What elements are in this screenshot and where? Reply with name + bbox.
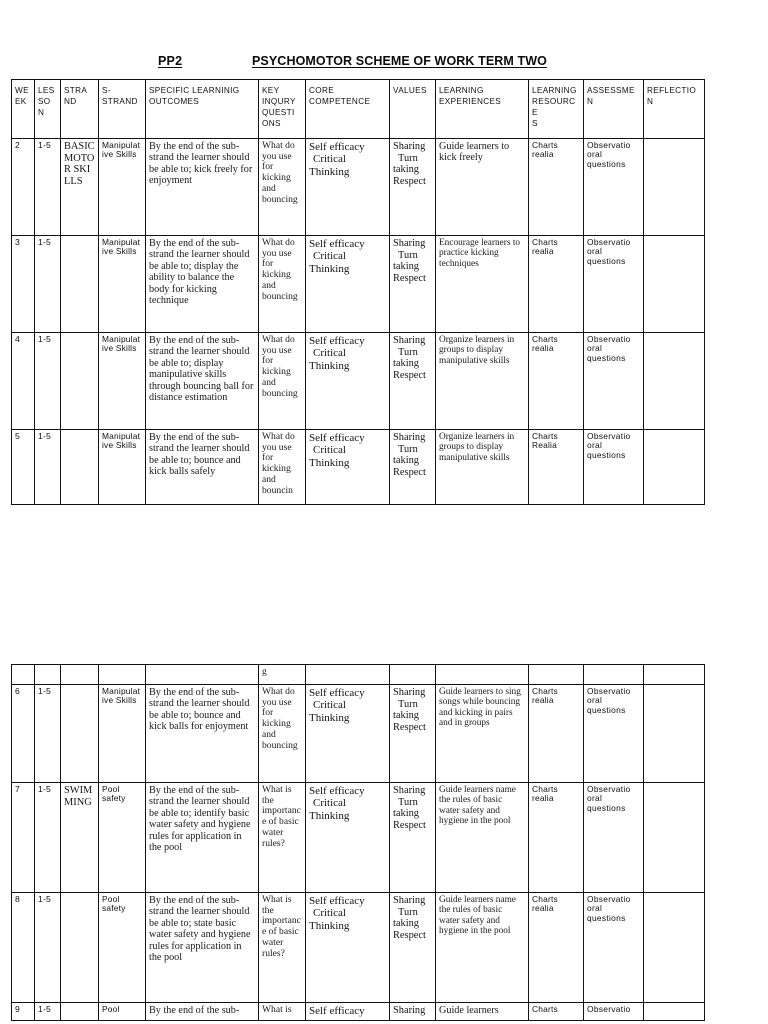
value-line: Respect [393, 369, 426, 381]
cell-lesson: 1-5 [35, 236, 61, 333]
cell-strand [61, 665, 99, 685]
cell-assessment: Observatio oral questions [584, 430, 644, 505]
header-line: COMPETENCE [309, 97, 371, 107]
header-line: EXPERIENCES [439, 97, 502, 107]
header-line: OUTCOMES [149, 97, 200, 107]
cell-learning-resources: Charts realia [529, 236, 584, 333]
core-competence-line: Critical [313, 444, 346, 457]
cell-week: 9 [12, 1003, 35, 1021]
value-line: taking [393, 261, 419, 273]
cell-learning-resources: Charts realia [529, 893, 584, 1003]
core-competence-line: Critical [313, 699, 346, 712]
cell-key-inquiry-questions: g [259, 665, 306, 685]
cell-strand: SWIMMING [61, 783, 99, 893]
core-competence-line: Self efficacy [309, 432, 365, 444]
cell-reflection [644, 685, 705, 783]
value-line: Turn [398, 249, 418, 261]
core-competence-line: Self efficacy [309, 141, 365, 153]
cell-learning-resources: Charts realia [529, 139, 584, 236]
value-line: taking [393, 455, 419, 467]
cell-learning-resources: Charts realia [529, 333, 584, 430]
core-competence-line: Self efficacy [309, 687, 365, 699]
header-line: S [532, 119, 538, 129]
core-competence-line: Thinking [309, 809, 350, 822]
cell-strand [61, 333, 99, 430]
cell-week: 5 [12, 430, 35, 505]
cell-week: 6 [12, 685, 35, 783]
header-line: LEARNING [532, 86, 577, 95]
cell-specific-learning-outcomes: By the end of the sub-strand the learner should be able to; state basic water safety and hygiene rules for application in the pool [146, 893, 259, 1003]
cell-lesson: 1-5 [35, 1003, 61, 1021]
scheme-table-page-two [11, 664, 705, 1021]
core-competence-line: Critical [313, 797, 346, 810]
core-competence-line: Thinking [309, 919, 350, 932]
cell-learning-experiences: Organize learners in groups to display manipulative skills [436, 333, 529, 430]
cell-week: 3 [12, 236, 35, 333]
cell-strand [61, 685, 99, 783]
cell-lesson: 1-5 [35, 893, 61, 1003]
cell-values [390, 665, 436, 685]
table-row [12, 333, 705, 430]
value-line: Turn [398, 443, 418, 455]
cell-values [390, 430, 436, 505]
cell-specific-learning-outcomes: By the end of the sub-strand the learner should be able to; bounce and kick balls for enjoyment [146, 685, 259, 783]
cell-assessment [584, 665, 644, 685]
cell-reflection [644, 783, 705, 893]
header-line: N [38, 108, 45, 118]
core-competence-line: Thinking [309, 711, 350, 724]
cell-assessment: Observatio oral questions [584, 333, 644, 430]
document-title-row [0, 54, 768, 74]
cell-assessment: Observatio oral questions [584, 236, 644, 333]
cell-key-inquiry-questions: What is the importance of basic water rules? [259, 783, 306, 893]
col-header-reflection [644, 80, 705, 139]
cell-lesson: 1-5 [35, 139, 61, 236]
col-header-learning-experiences [436, 80, 529, 139]
cell-lesson: 1-5 [35, 430, 61, 505]
value-line: Sharing [393, 687, 426, 698]
cell-specific-learning-outcomes: By the end of the sub-strand the learner should be able to; display the ability to balance the body for kicking technique [146, 236, 259, 333]
page-title: PSYCHOMOTOR SCHEME OF WORK TERM TWO [252, 54, 547, 68]
table-row [12, 139, 705, 236]
header-line: ND [64, 97, 77, 107]
value-line: Turn [398, 152, 418, 164]
col-header-values [390, 80, 436, 139]
core-competence-line: Thinking [309, 262, 350, 275]
header-line: STRA [64, 86, 88, 95]
cell-key-inquiry-questions: What do you use for kicking and bouncing [259, 333, 306, 430]
core-competence-line: Self efficacy [309, 895, 365, 907]
header-line: WE [15, 86, 29, 95]
cell-sub-strand: Manipulative Skills [99, 139, 146, 236]
cell-assessment: Observatio oral questions [584, 893, 644, 1003]
header-line: LES [38, 86, 55, 95]
cell-learning-experiences: Guide learners to kick freely [436, 139, 529, 236]
value-line: taking [393, 710, 419, 722]
value-line: Sharing [393, 785, 426, 796]
cell-values [390, 893, 436, 1003]
header-line: S- [102, 86, 111, 95]
value-line: Sharing [393, 141, 426, 152]
table-header-row [12, 80, 705, 139]
value-line: Respect [393, 175, 426, 187]
core-competence-line: Critical [313, 907, 346, 920]
cell-strand [61, 1003, 99, 1021]
header-line: LEARNING [439, 86, 484, 95]
header-line: ONS [262, 119, 281, 129]
header-line: EK [15, 97, 27, 107]
col-header-strand [61, 80, 99, 139]
cell-sub-strand: Pool [99, 1003, 146, 1021]
header-line: REFLECTIO [647, 86, 697, 95]
col-header-learning-resources [529, 80, 584, 139]
core-competence-line: Self efficacy [309, 785, 365, 797]
cell-specific-learning-outcomes: By the end of the sub-strand the learner should be able to; bounce and kick balls safely [146, 430, 259, 505]
col-header-specific-learning-outcomes [146, 80, 259, 139]
cell-learning-resources: Charts realia [529, 783, 584, 893]
cell-sub-strand: Manipulative Skills [99, 236, 146, 333]
cell-key-inquiry-questions: What is the importance of basic water rules? [259, 893, 306, 1003]
table-row [12, 1003, 705, 1021]
cell-key-inquiry-questions: What do you use for kicking and bouncing [259, 139, 306, 236]
table-row [12, 783, 705, 893]
cell-assessment: Observatio oral questions [584, 783, 644, 893]
document-label: PP2 [158, 54, 183, 68]
value-line: Turn [398, 906, 418, 918]
cell-reflection [644, 333, 705, 430]
value-line: Turn [398, 796, 418, 808]
cell-week [12, 665, 35, 685]
header-line: VALUES [393, 86, 427, 95]
cell-reflection [644, 430, 705, 505]
cell-strand [61, 236, 99, 333]
header-line: SPECIFIC LEARNINIG [149, 86, 240, 95]
cell-week: 7 [12, 783, 35, 893]
cell-values: Sharing [390, 1003, 436, 1021]
core-competence-line: Thinking [309, 456, 350, 469]
core-competence-line: Critical [313, 347, 346, 360]
cell-lesson: 1-5 [35, 685, 61, 783]
cell-core-competence [306, 139, 390, 236]
cell-learning-experiences: Guide learners name the rules of basic water safety and hygiene in the pool [436, 893, 529, 1003]
value-line: Turn [398, 346, 418, 358]
cell-reflection [644, 139, 705, 236]
col-header-key-inquiry-questions [259, 80, 306, 139]
cell-assessment: Observatio [584, 1003, 644, 1021]
cell-specific-learning-outcomes: By the end of the sub-strand the learner should be able to; display manipulative skills through bouncing ball for distance estimation [146, 333, 259, 430]
cell-learning-experiences [436, 665, 529, 685]
col-header-assessment [584, 80, 644, 139]
cell-sub-strand: Manipulative Skills [99, 430, 146, 505]
cell-core-competence [306, 893, 390, 1003]
cell-strand [61, 893, 99, 1003]
cell-values [390, 333, 436, 430]
core-competence-line: Thinking [309, 359, 350, 372]
cell-strand: BASIC MOTOR SKILLS [61, 139, 99, 236]
value-line: Respect [393, 721, 426, 733]
cell-core-competence [306, 685, 390, 783]
core-competence-line: Critical [313, 153, 346, 166]
value-line: Respect [393, 819, 426, 831]
col-header-lesson [35, 80, 61, 139]
table-row-continuation [12, 665, 705, 685]
col-header-week [12, 80, 35, 139]
cell-reflection [644, 236, 705, 333]
header-line: KEY [262, 86, 280, 95]
header-line: SO [38, 97, 51, 107]
header-line: N [647, 97, 654, 107]
cell-assessment: Observatio oral questions [584, 139, 644, 236]
cell-learning-resources: Charts Realia [529, 430, 584, 505]
core-competence-line: Self efficacy [309, 238, 365, 250]
cell-week: 4 [12, 333, 35, 430]
value-line: Sharing [393, 335, 426, 346]
table-row [12, 893, 705, 1003]
value-line: Sharing [393, 432, 426, 443]
cell-values [390, 783, 436, 893]
core-competence-line: Self efficacy [309, 335, 365, 347]
header-line: INQURY [262, 97, 296, 107]
col-header-sub-strand [99, 80, 146, 139]
value-line: taking [393, 808, 419, 820]
cell-sub-strand [99, 665, 146, 685]
cell-specific-learning-outcomes [146, 665, 259, 685]
cell-lesson: 1-5 [35, 333, 61, 430]
cell-learning-experiences: Encourage learners to practice kicking techniques [436, 236, 529, 333]
cell-learning-experiences: Guide learners to sing songs while bouncing and kicking in pairs and in groups [436, 685, 529, 783]
header-line: CORE [309, 86, 335, 95]
core-competence-line: Critical [313, 250, 346, 263]
value-line: taking [393, 164, 419, 176]
cell-sub-strand: Manipulative Skills [99, 333, 146, 430]
value-line: Respect [393, 466, 426, 478]
cell-values [390, 139, 436, 236]
cell-strand [61, 430, 99, 505]
cell-sub-strand: Manipulative Skills [99, 685, 146, 783]
table-row [12, 685, 705, 783]
header-line: STRAND [102, 97, 138, 107]
cell-sub-strand: Pool safety [99, 783, 146, 893]
cell-reflection [644, 1003, 705, 1021]
cell-core-competence [306, 236, 390, 333]
value-line: Sharing [393, 238, 426, 249]
cell-week: 2 [12, 139, 35, 236]
table-row [12, 236, 705, 333]
cell-key-inquiry-questions: What do you use for kicking and bouncing [259, 236, 306, 333]
cell-values [390, 236, 436, 333]
cell-learning-resources: Charts realia [529, 685, 584, 783]
cell-reflection [644, 893, 705, 1003]
cell-sub-strand: Pool safety [99, 893, 146, 1003]
cell-core-competence [306, 430, 390, 505]
cell-reflection [644, 665, 705, 685]
header-line: N [587, 97, 594, 107]
cell-key-inquiry-questions: What is [259, 1003, 306, 1021]
cell-learning-resources: Charts [529, 1003, 584, 1021]
cell-specific-learning-outcomes: By the end of the sub-strand the learner should be able to; kick freely for enjoyment [146, 139, 259, 236]
header-line: ASSESSME [587, 86, 635, 95]
cell-assessment: Observatio oral questions [584, 685, 644, 783]
value-line: Respect [393, 929, 426, 941]
value-line: taking [393, 918, 419, 930]
value-line: taking [393, 358, 419, 370]
cell-specific-learning-outcomes: By the end of the sub- [146, 1003, 259, 1021]
header-line: RESOURCE [532, 97, 576, 118]
cell-learning-resources [529, 665, 584, 685]
value-line: Respect [393, 272, 426, 284]
scheme-table-page-one [11, 79, 705, 505]
cell-key-inquiry-questions: What do you use for kicking and bouncing [259, 685, 306, 783]
cell-learning-experiences: Guide learners [436, 1003, 529, 1021]
cell-specific-learning-outcomes: By the end of the sub-strand the learner should be able to; identify basic water safety and hygiene rules for application in the pool [146, 783, 259, 893]
col-header-core-competence [306, 80, 390, 139]
core-competence-line: Thinking [309, 165, 350, 178]
cell-core-competence [306, 665, 390, 685]
cell-core-competence [306, 783, 390, 893]
value-line: Sharing [393, 895, 426, 906]
cell-learning-experiences: Organize learners in groups to display manipulative skills [436, 430, 529, 505]
cell-learning-experiences: Guide learners name the rules of basic water safety and hygiene in the pool [436, 783, 529, 893]
header-line: QUESTI [262, 108, 295, 118]
cell-week: 8 [12, 893, 35, 1003]
cell-key-inquiry-questions: What do you use for kicking and bouncin [259, 430, 306, 505]
cell-lesson [35, 665, 61, 685]
cell-core-competence: Self efficacy [306, 1003, 390, 1021]
value-line: Turn [398, 698, 418, 710]
cell-lesson: 1-5 [35, 783, 61, 893]
table-row [12, 430, 705, 505]
cell-values [390, 685, 436, 783]
cell-core-competence [306, 333, 390, 430]
